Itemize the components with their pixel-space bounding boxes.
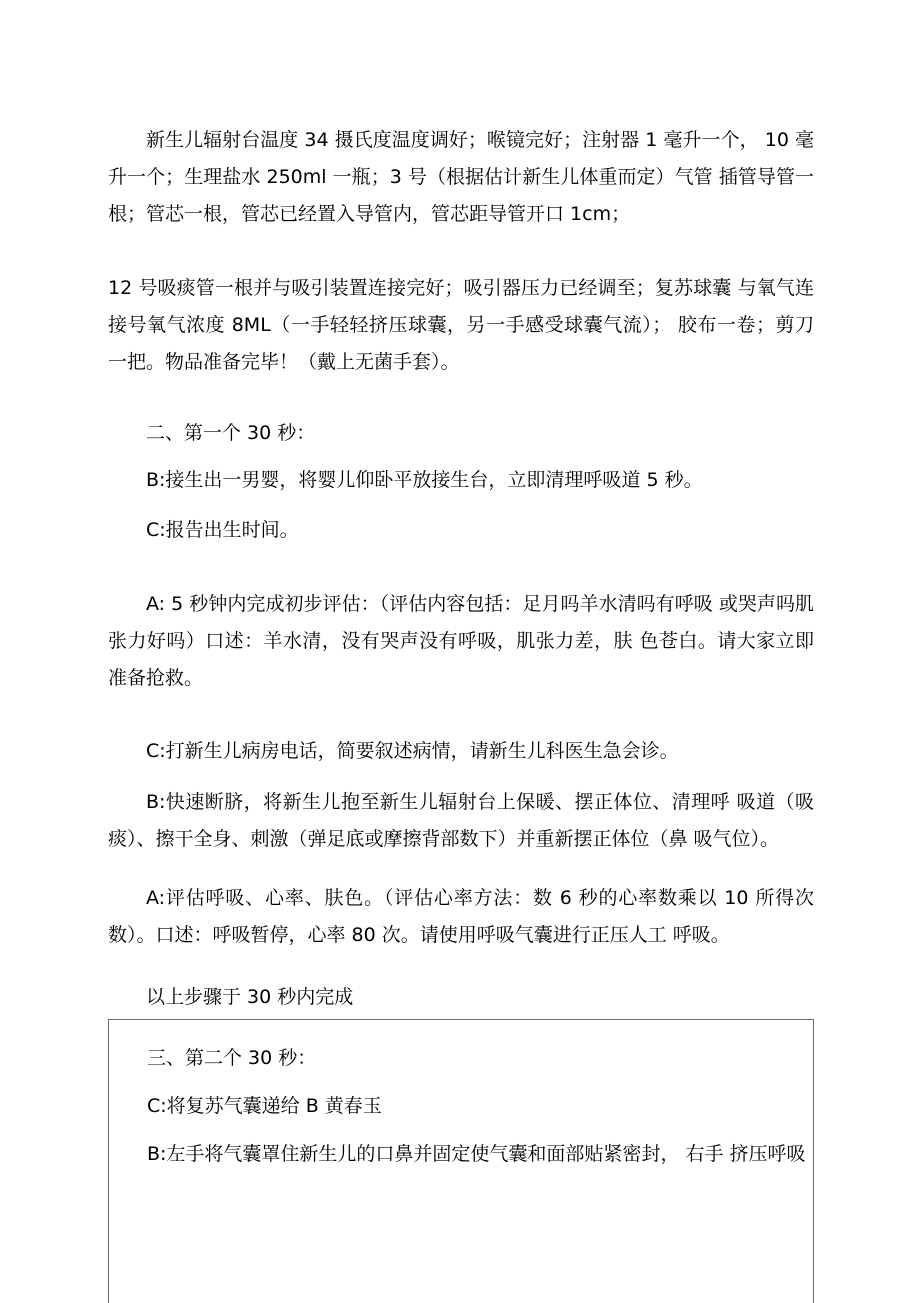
- paragraph-a-assessment: A: 5 秒钟内完成初步评估：（评估内容包括：足月吗羊水清吗有呼吸 或哭声吗肌张力好吗）口述：羊水清，没有哭声没有呼吸，肌张力差，肤 色苍白。请大家立即准备抢救。: [108, 593, 814, 689]
- paragraph-equipment: 新生儿辐射台温度 34 摄氏度温度调好；喉镜完好；注射器 1 毫升一个， 10 毫升一个；生理盐水 250ml 一瓶；3 号（根据估计新生儿体重而定）气管 插管导管一根；管芯一根，管芯已经置入导管内，管芯距导管开口 1cm；: [108, 129, 814, 225]
- paragraph-suction: 12 号吸痰管一根并与吸引装置连接完好；吸引器压力已经调至；复苏球囊 与氧气连接号氧气浓度 8ML（一手轻轻挤压球囊，另一手感受球囊气流）； 胶布一卷；剪刀一把。物品准备完毕！（戴上无菌手套）。: [108, 277, 814, 373]
- paragraph-c-handover: C:将复苏气囊递给 B 黄春玉: [147, 1095, 382, 1117]
- paragraph-b-cord: B:快速断脐，将新生儿抱至新生儿辐射台上保暖、摆正体位、清理呼 吸道（吸痰）、擦干全身、刺激（弹足底或摩擦背部数下）并重新摆正体位（鼻 吸气位）。: [108, 791, 814, 850]
- paragraph-b-mask: B:左手将气囊罩住新生儿的口鼻并固定使气囊和面部贴紧密封， 右手 挤压呼吸: [147, 1143, 806, 1165]
- section-heading-second-30s: 三、第二个 30 秒：: [147, 1047, 317, 1069]
- paragraph-b-delivery: B:接生出一男婴，将婴儿仰卧平放接生台，立即清理呼吸道 5 秒。: [146, 469, 703, 491]
- paragraph-c-call: C:打新生儿病房电话，简要叙述病情，请新生儿科医生急会诊。: [146, 740, 679, 762]
- paragraph-a-evaluate: A:评估呼吸、心率、肤色。（评估心率方法：数 6 秒的心率数乘以 10 所得次数）。口述：呼吸暂停，心率 80 次。请使用呼吸气囊进行正压人工 呼吸。: [108, 887, 814, 946]
- paragraph-summary: 以上步骤于 30 秒内完成: [146, 986, 354, 1008]
- section-heading-first-30s: 二、第一个 30 秒：: [146, 422, 316, 444]
- paragraph-c-report: C:报告出生时间。: [146, 519, 299, 541]
- boxed-section-second-30s: [108, 1019, 814, 1303]
